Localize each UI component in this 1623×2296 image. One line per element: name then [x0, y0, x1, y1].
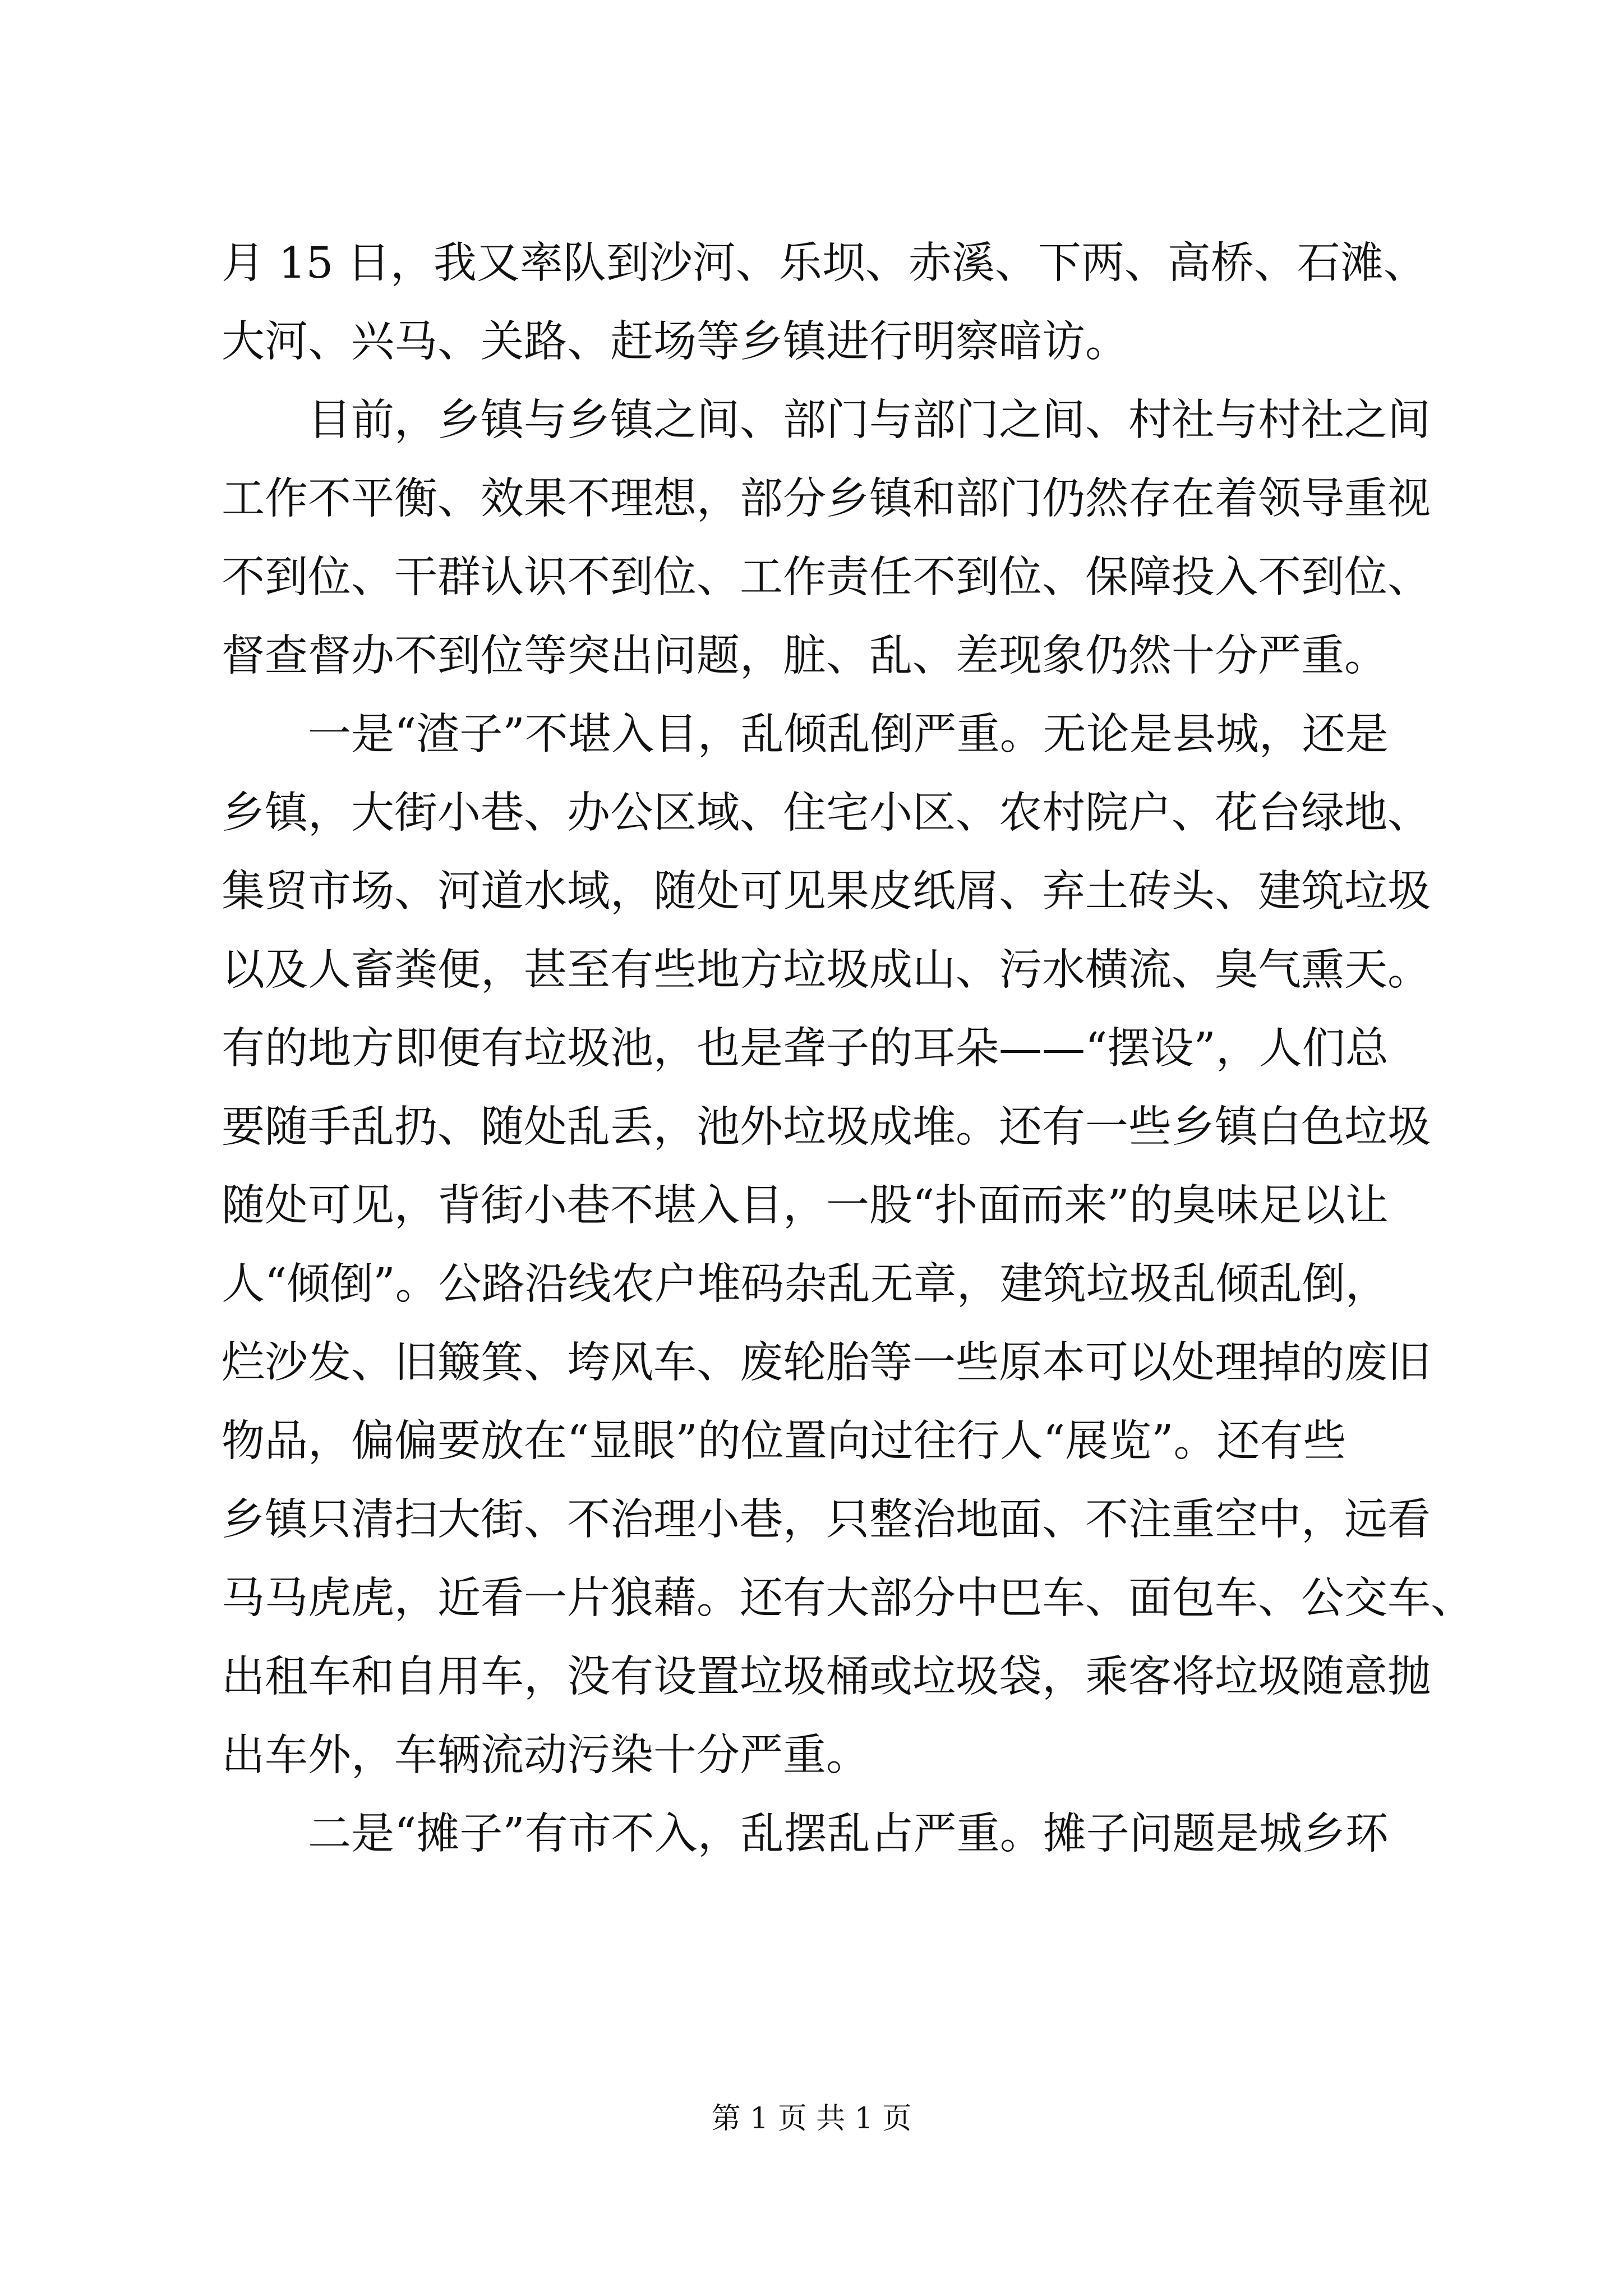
text-line: 马马虎虎，近看一片狼藉。还有大部分中巴车、面包车、公交车、	[222, 1573, 1474, 1623]
text-line: 不到位、干群认识不到位、工作责任不到位、保障投入不到位、	[222, 553, 1431, 602]
text-line: 工作不平衡、效果不理想，部分乡镇和部门仍然存在着领导重视	[222, 474, 1431, 524]
text-line: 目前，乡镇与乡镇之间、部门与部门之间、村社与村社之间	[308, 395, 1431, 445]
text-line: 督查督办不到位等突出问题，脏、乱、差现象仍然十分严重。	[222, 631, 1387, 681]
paragraph	[222, 224, 1427, 381]
text-line: 以及人畜粪便，甚至有些地方垃圾成山、污水横流、臭气熏天。	[222, 945, 1431, 995]
page-footer: 第 1 页 共 1 页	[711, 2102, 912, 2136]
text-line: 大河、兴马、关路、赶场等乡镇进行明察暗访。	[222, 317, 1128, 367]
text-line: 出车外，车辆流动污染十分严重。	[222, 1731, 869, 1780]
body-text	[222, 224, 1474, 1874]
text-line: 月 15 日，我又率队到沙河、乐坝、赤溪、下两、高桥、石滩、	[222, 238, 1427, 288]
text-line: 乡镇只清扫大街、不治理小巷，只整治地面、不注重空中，远看	[222, 1495, 1431, 1545]
text-line: 出租车和自用车，没有设置垃圾桶或垃圾袋，乘客将垃圾随意抛	[222, 1652, 1431, 1702]
text-line: 乡镇，大街小巷、办公区域、住宅小区、农村院户、花台绿地、	[222, 788, 1431, 838]
paragraph	[222, 381, 1431, 696]
paragraph	[222, 696, 1474, 1795]
text-line: 要随手乱扔、随处乱丢，池外垃圾成堆。还有一些乡镇白色垃圾	[222, 1102, 1431, 1152]
text-line: 集贸市场、河道水域，随处可见果皮纸屑、弃土砖头、建筑垃圾	[222, 867, 1431, 917]
text-line: 烂沙发、旧簸箕、垮风车、废轮胎等一些原本可以处理掉的废旧	[222, 1338, 1431, 1388]
text-line: 物品，偏偏要放在“显眼”的位置向过往行人“展览”。还有些	[222, 1416, 1347, 1466]
text-line: 二是“摊子”有市不入，乱摆乱占严重。摊子问题是城乡环	[308, 1809, 1389, 1859]
text-line: 有的地方即便有垃圾池，也是聋子的耳朵——“摆设”，人们总	[222, 1024, 1389, 1074]
text-line: 人“倾倒”。公路沿线农户堆码杂乱无章，建筑垃圾乱倾乱倒，	[222, 1259, 1389, 1309]
paragraph	[222, 1795, 1405, 1874]
text-line: 随处可见，背街小巷不堪入目，一股“扑面而来”的臭味足以让	[222, 1181, 1389, 1231]
text-line: 一是“渣子”不堪入目，乱倾乱倒严重。无论是县城，还是	[308, 710, 1389, 760]
